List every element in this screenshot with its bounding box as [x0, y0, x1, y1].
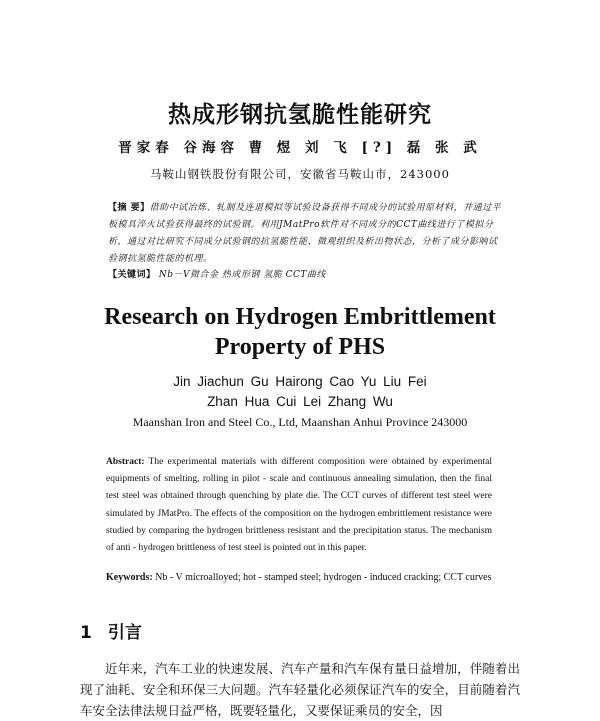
- chinese-abstract-label: 【摘 要】: [108, 203, 150, 213]
- section-number: 1: [80, 623, 92, 643]
- english-abstract-text: The experimental materials with different composition were obtained by experimental equipments of smelting, rolling in pilot - scale and continuous annealing simulation, then the final test steel was obtained through quenching by plate die. The CCT curves of different test steel were simulated by JMatPro. The effects of the composition on the hydrogen embrittlement resistance were studied by comparing the hydrogen brittleness resistant and the precipitation status. The mechanism of anti - hydrogen brittleness of test steel is pointed out in this paper.: [106, 457, 492, 554]
- english-title-line-1: Research on Hydrogen Embrittlement: [104, 304, 496, 330]
- english-authors-line-1: Jin Jiachun Gu Hairong Cao Yu Liu Fei: [173, 374, 427, 389]
- english-abstract: [106, 454, 492, 557]
- english-abstract-label: Abstract:: [106, 457, 145, 467]
- english-authors: [0, 372, 600, 412]
- english-keywords-label: Keywords:: [106, 572, 153, 583]
- english-keywords: [106, 570, 492, 586]
- chinese-affiliation: 马鞍山钢铁股份有限公司，安徽省马鞍山市，243000: [150, 167, 450, 181]
- english-title: [0, 302, 600, 362]
- chinese-title: 热成形钢抗氢脆性能研究: [168, 102, 432, 128]
- english-title-line-2: Property of PHS: [214, 334, 386, 360]
- chinese-abstract-text: 借助中试冶炼、轧制及连退模拟等试验设备获得不同成分的试验用原材料，并通过平板模具淬火试验获得最终的试验钢。利用JMatPro软件对不同成分的CCT曲线进行了模拟分析，通过对比研究不同成分试验钢的抗氢脆性能、微观组织及析出物状态，分析了成分影响试验钢抗氢脆性能的机理。: [108, 203, 502, 264]
- english-affiliation: Maanshan Iron and Steel Co., Ltd, Maanshan Anhui Province 243000: [132, 415, 468, 429]
- chinese-keywords-text: Nb－V微合金 热成形钢 氢脆 CCT曲线: [158, 270, 326, 280]
- section-heading: [80, 618, 142, 643]
- chinese-keywords-label: 【关键词】: [108, 270, 156, 280]
- body-paragraph: 近年来，汽车工业的快速发展、汽车产量和汽车保有量日益增加，伴随着出现了油耗、安全和环保三大问题。汽车轻量化必须保证汽车的安全，目前随着汽车安全法律法规日益严格，既要轻量化，又要保证乘员的安全，因: [80, 661, 520, 718]
- chinese-abstract: [108, 200, 504, 268]
- chinese-authors: 晋家春 谷海容 曹 煜 刘 飞 [?] 磊 张 武: [118, 140, 482, 156]
- section-title: 引言: [107, 623, 142, 643]
- english-authors-line-2: Zhan Hua Cui Lei Zhang Wu: [207, 394, 393, 409]
- english-keywords-text: Nb - V microalloyed; hot - stamped steel; hydrogen - induced cracking; CCT curves: [155, 572, 492, 583]
- chinese-keywords: [108, 267, 504, 280]
